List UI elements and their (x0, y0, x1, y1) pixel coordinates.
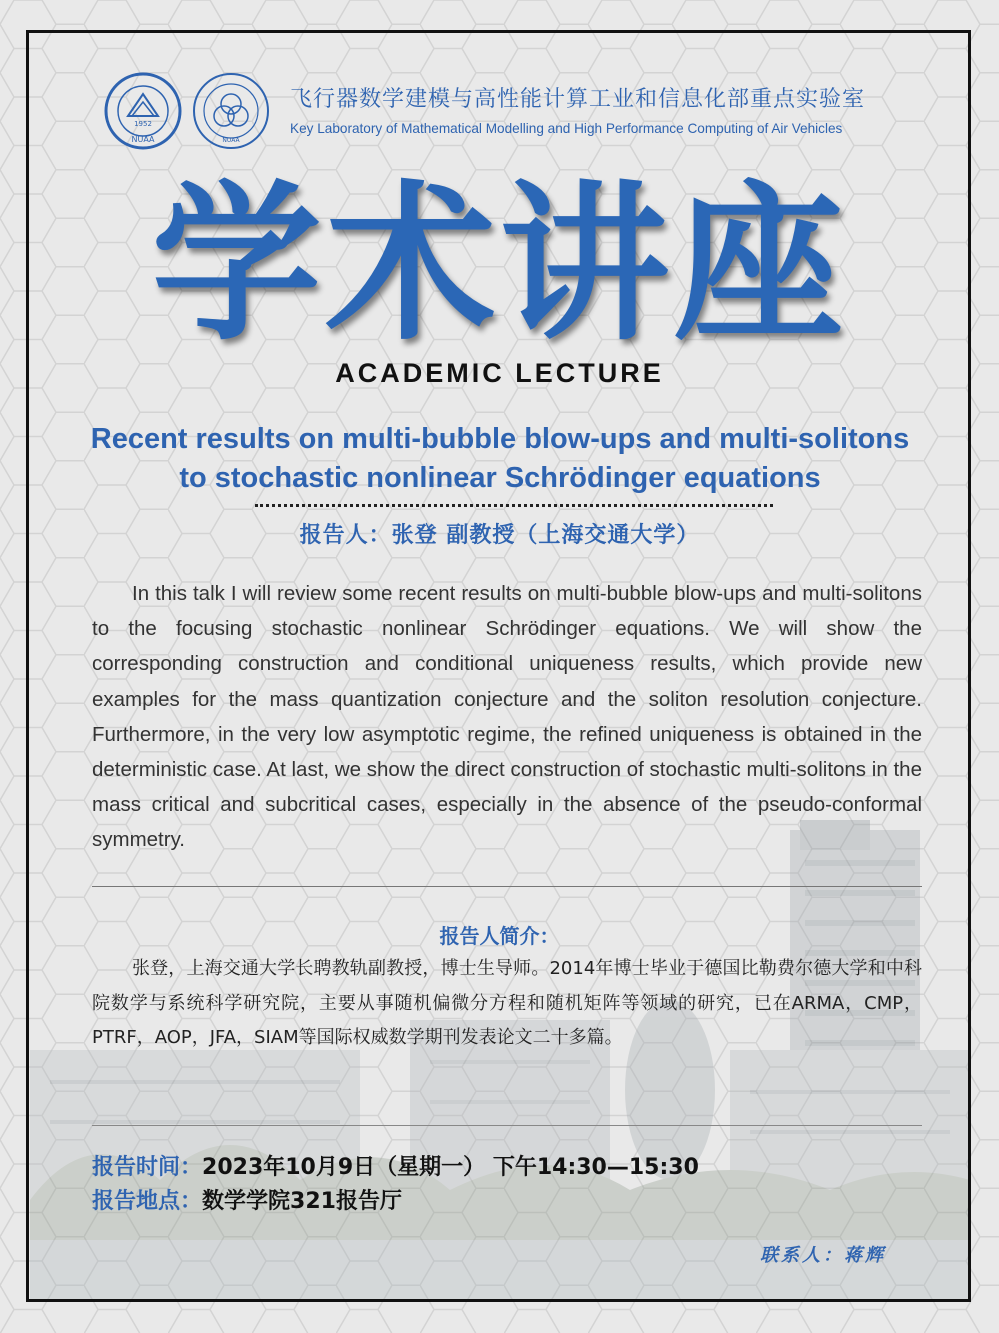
logo1-text: NUAA (131, 135, 155, 144)
logo1-year: 1952 (134, 120, 152, 128)
bio-heading: 报告人简介： (439, 924, 560, 948)
section-divider (92, 886, 922, 887)
bio-paragraph: 张登，上海交通大学长聘教轨副教授，博士生导师。2014年博士毕业于德国比勒费尔德大学和中科院数学与系统科学研究院，主要从事随机偏微分方程和随机矩阵等领域的研究，已在ARMA，CMP，PTRF，AOP，JFA，SIAM等国际权威数学期刊发表论文二十多篇。 (92, 958, 922, 1048)
lab-seal-logo (192, 72, 270, 150)
lab-name-en: Key Laboratory of Mathematical Modelling and High Performance Computing of Air Vehicles (290, 121, 843, 136)
talk-title-line2: to stochastic nonlinear Schrödinger equations (179, 462, 821, 494)
logo-group (104, 72, 274, 154)
place-row (92, 1184, 402, 1215)
main-title-cn: 学术讲座 (151, 166, 848, 364)
time-label: 报告时间： (92, 1155, 203, 1180)
time-value: 2023年10月9日（星期一） 下午14:30—15:30 (202, 1155, 699, 1180)
place-value: 数学学院321报告厅 (202, 1189, 402, 1214)
talk-title-line1: Recent results on multi-bubble blow-ups and multi-solitons (90, 423, 910, 455)
lab-name-cn: 飞行器数学建模与高性能计算工业和信息化部重点实验室 (290, 87, 866, 112)
dotted-divider (255, 504, 773, 507)
main-title-en: ACADEMIC LECTURE (335, 358, 664, 388)
logo2-text: NUAA (222, 137, 240, 144)
abstract-paragraph: In this talk I will review some recent results on multi-bubble blow-ups and multi-solitons to the focusing stochastic nonlinear Schrödinger equations. We will show the corresponding construction and conditional uniqueness results, which provide new examples for the mass quantization conjecture and the soliton resolution conjecture. Furthermore, in the very low asymptotic regime, the refined uniqueness is obtained in the deterministic case. At last, we show the direct construction of stochastic multi-solitons in the mass critical and subcritical cases, especially in the absence of the pseudo-conformal symmetry. (92, 582, 922, 852)
talk-title (60, 420, 940, 498)
section-divider (92, 1125, 922, 1126)
contact-person: 联系人：蒋辉 (760, 1245, 886, 1266)
place-label: 报告地点： (92, 1189, 203, 1214)
speaker-line: 报告人：张登 副教授（上海交通大学） (299, 523, 700, 548)
time-row (92, 1150, 699, 1181)
nuaa-seal-logo (104, 72, 182, 150)
